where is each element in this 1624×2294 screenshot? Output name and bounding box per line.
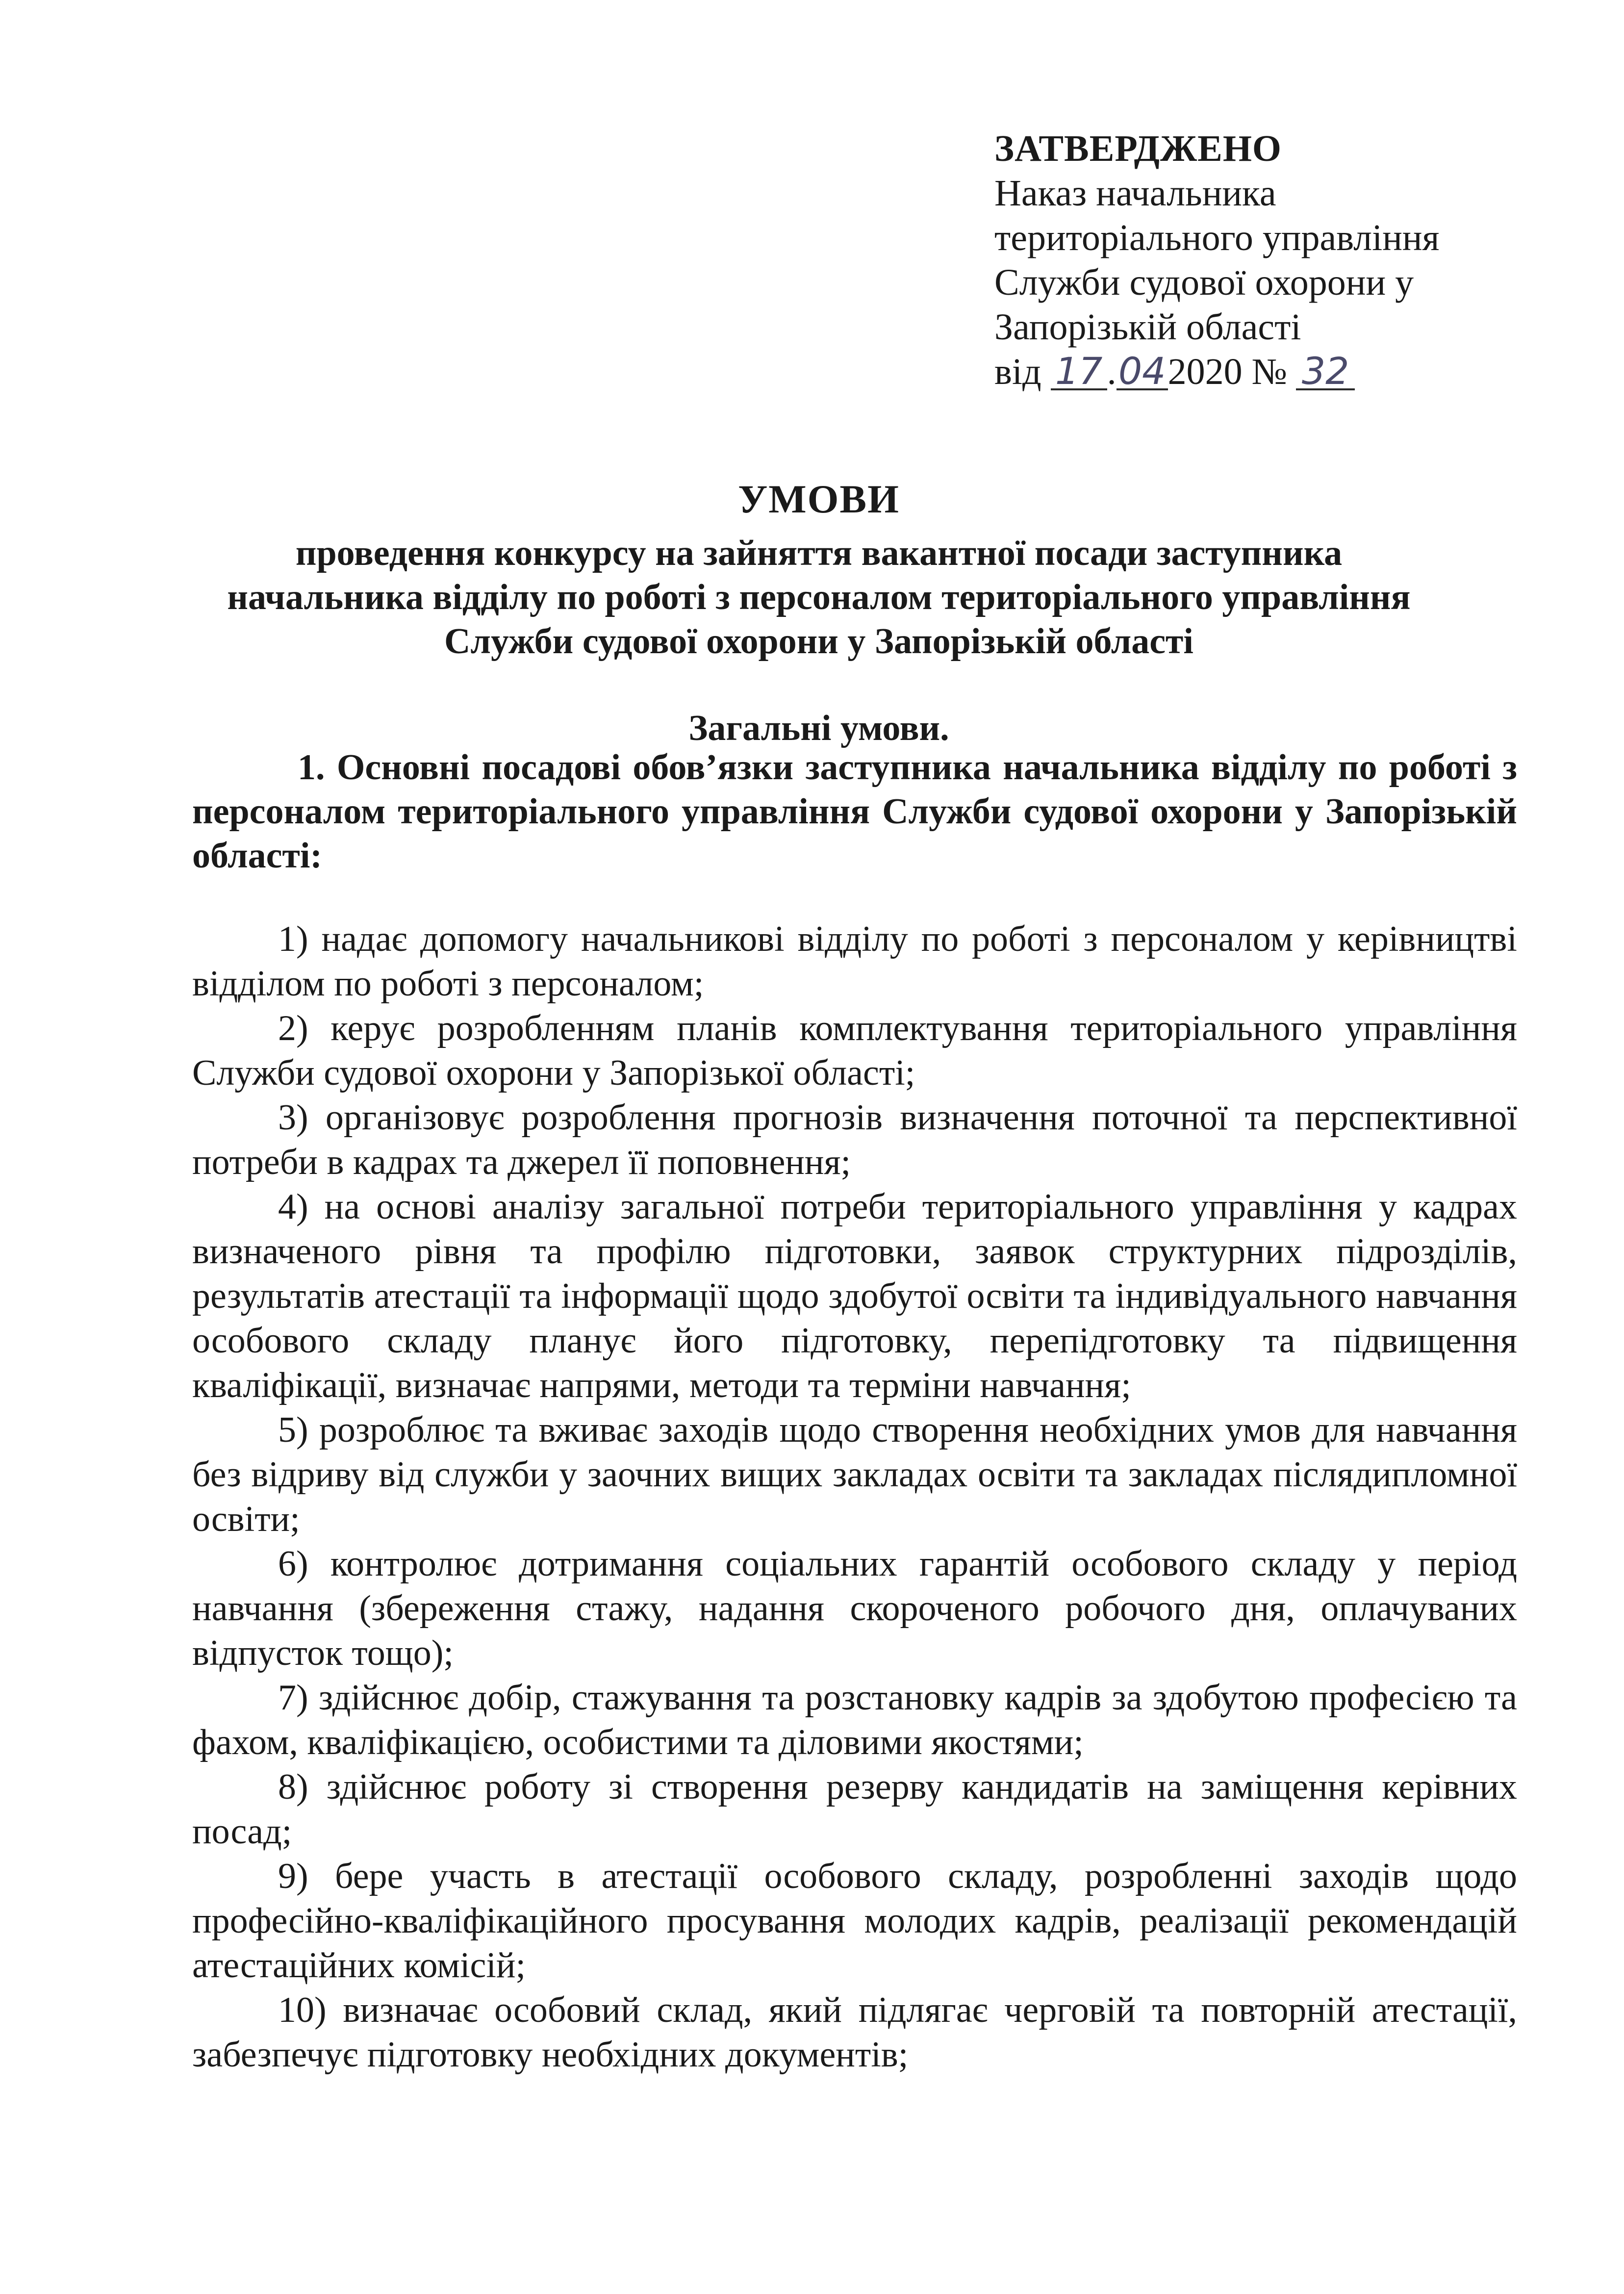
- list-item: 7) здійснює добір, стажування та розстановку кадрів за здобутою професією та фахом, кваліфікацією, особистими та діловими якостями;: [192, 1678, 1517, 1762]
- list-item: 6) контролює дотримання соціальних гарантій особового складу у період навчання (збереження стажу, надання скороченого робочого дня, оплачуваних відпусток тощо);: [192, 1544, 1517, 1673]
- approval-line: Запорізькій області: [994, 306, 1301, 348]
- approval-line: територіального управління: [994, 217, 1440, 258]
- list-item: 4) на основі аналізу загальної потреби територіального управління у кадрах визначеного рівня та профілю підготовки, заявок структурних підрозділів, результатів атестації та інформації щодо здобутої освіти та індивідуального навчання особового складу планує його підготовку, перепідготовку та підвищення кваліфікації, визначає напрями, методи та терміни навчання;: [192, 1187, 1517, 1405]
- document-subtitle: [162, 531, 1476, 663]
- subtitle-line: Служби судової охорони у Запорізькій області: [444, 621, 1193, 662]
- approval-date-line: від 17 .042020 № 32: [994, 350, 1534, 394]
- list-item: 10) визначає особовий склад, який підлягає черговій та повторній атестації, забезпечує підготовку необхідних документів;: [192, 1990, 1517, 2075]
- list-item: 1) надає допомогу начальникові відділу по роботі з персоналом у керівництві відділом по роботі з персоналом;: [192, 919, 1517, 1004]
- list-item: 5) розроблює та вживає заходів щодо створення необхідних умов для навчання без відриву від служби у заочних вищих закладах освіти та закладах післядипломної освіти;: [192, 1410, 1517, 1539]
- approval-line: Наказ начальника: [994, 173, 1276, 214]
- list-item: 8) здійснює роботу зі створення резерву кандидатів на заміщення керівних посад;: [192, 1767, 1517, 1852]
- subtitle-line: проведення конкурсу на зайняття вакантної посади заступника: [295, 533, 1343, 573]
- section-heading: Загальні умови.: [688, 708, 949, 748]
- date-prefix: від: [994, 351, 1041, 392]
- year-and-number-label: 2020 №: [1167, 351, 1288, 392]
- list-item: 3) організовує розроблення прогнозів визначення поточної та перспективної потреби в кадрах та джерел її поповнення;: [192, 1097, 1517, 1182]
- approval-line: Служби судової охорони у: [994, 262, 1414, 303]
- subtitle-line: начальника відділу по роботі з персоналом територіального управління: [227, 577, 1411, 617]
- list-item: 2) керує розробленням планів комплектування територіального управління Служби судової охорони у Запорізької області;: [192, 1008, 1517, 1093]
- list-item: 9) бере участь в атестації особового складу, розробленні заходів щодо професійно-кваліфікаційного просування молодих кадрів, реалізації рекомендацій атестаційних комісій;: [192, 1856, 1517, 1986]
- duties-list: [192, 917, 1517, 2077]
- section-intro: 1. Основні посадові обов’язки заступника начальника відділу по роботі з персоналом територіального управління Служби судової охорони у Запорізькій області:: [192, 747, 1517, 876]
- handwritten-order-number: 32: [1296, 354, 1355, 390]
- document-title: УМОВИ: [738, 477, 900, 521]
- approval-heading: ЗАТВЕРДЖЕНО: [994, 128, 1282, 169]
- handwritten-month: 04: [1116, 354, 1168, 390]
- approval-block: [994, 127, 1534, 394]
- handwritten-day: 17: [1051, 354, 1107, 390]
